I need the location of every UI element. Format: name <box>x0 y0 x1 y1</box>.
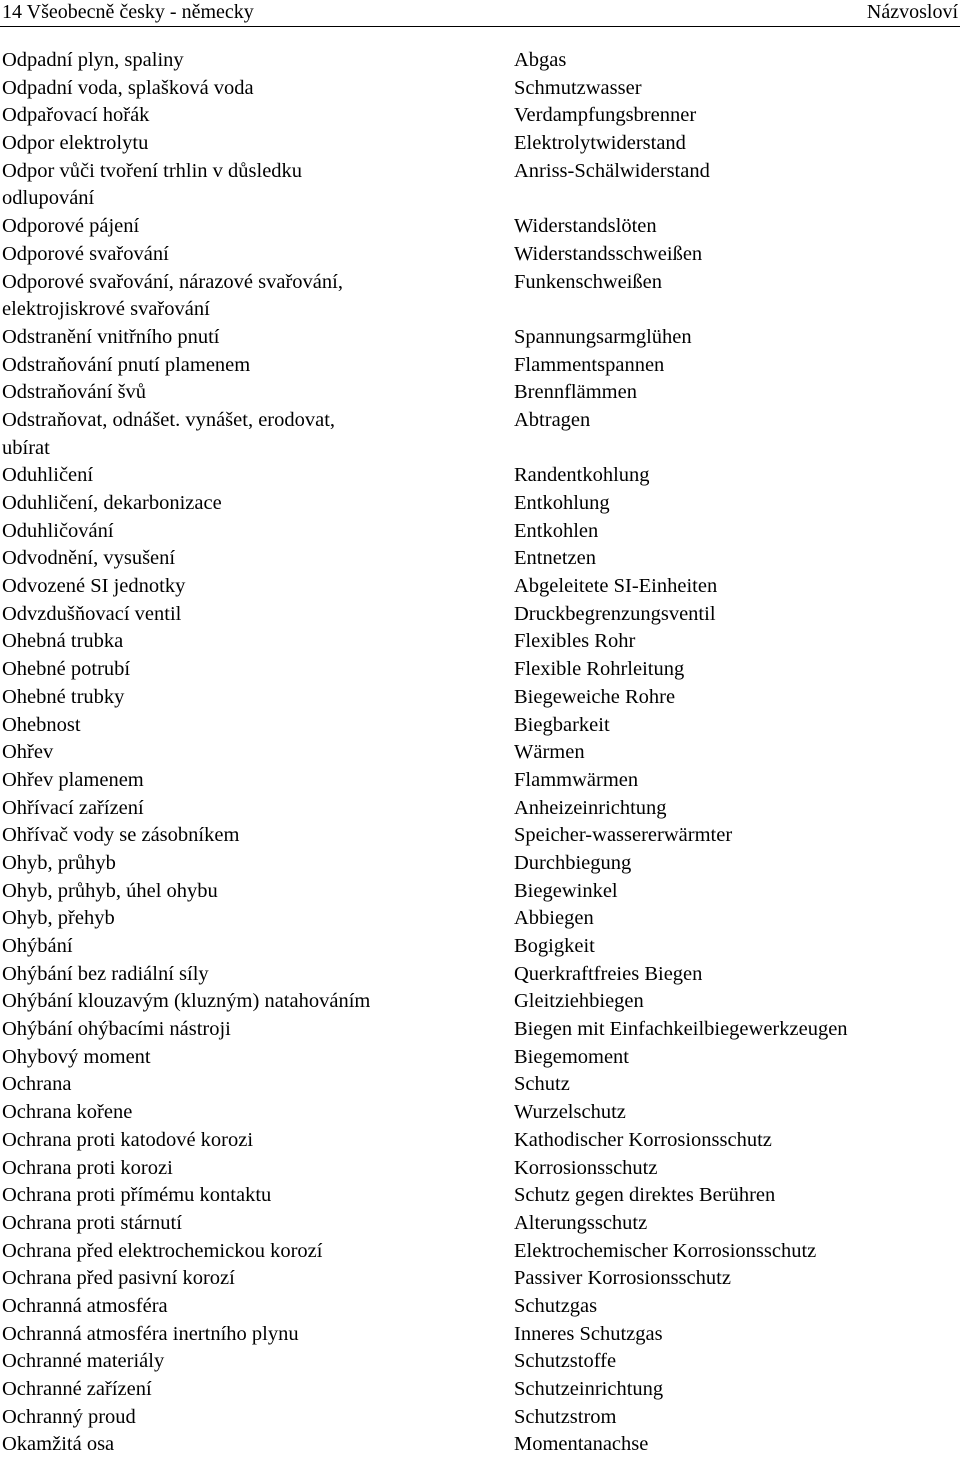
czech-term: Ochrana proti katodové korozi <box>2 1128 254 1151</box>
glossary-row <box>0 102 960 130</box>
glossary-row <box>0 407 960 435</box>
czech-term: Odpařovací hořák <box>2 104 150 127</box>
glossary-row <box>0 656 960 684</box>
german-term: Wärmen <box>514 741 585 764</box>
german-term: Spannungsarmglühen <box>514 325 692 348</box>
german-term: Druckbegrenzungsventil <box>514 602 716 625</box>
german-term: Schutz <box>514 1073 570 1096</box>
glossary-list <box>0 47 960 1459</box>
glossary-row <box>0 1210 960 1238</box>
glossary-row <box>0 490 960 518</box>
czech-term: Ochrana před elektrochemickou korozí <box>2 1239 323 1262</box>
german-term: Speicher-wassererwärmter <box>514 824 733 847</box>
german-term: Schutzgas <box>514 1294 598 1317</box>
german-term: Flammwärmen <box>514 768 639 791</box>
glossary-row <box>0 352 960 380</box>
glossary-row <box>0 905 960 933</box>
glossary-row <box>0 462 960 490</box>
czech-term: Ohyb, průhyb <box>2 851 116 874</box>
glossary-row <box>0 684 960 712</box>
glossary-row <box>0 961 960 989</box>
glossary-row <box>0 601 960 629</box>
czech-term: Oduhličování <box>2 519 114 542</box>
glossary-row <box>0 518 960 546</box>
czech-term: Ochrana <box>2 1073 72 1096</box>
glossary-row <box>0 767 960 795</box>
czech-term: elektrojiskrové svařování <box>2 298 210 321</box>
german-term: Elektrochemischer Korrosionsschutz <box>514 1239 817 1262</box>
glossary-row <box>0 1404 960 1432</box>
german-term: Schutz gegen direktes Berühren <box>514 1184 776 1207</box>
page-header-left: 14 Všeobecně česky - německy <box>2 1 254 23</box>
czech-term: Odstraňovat, odnášet. vynášet, erodovat, <box>2 408 336 431</box>
czech-term: Ochrana proti korozi <box>2 1156 173 1179</box>
czech-term: Ochrana před pasivní korozí <box>2 1267 235 1290</box>
czech-term: Ohýbání klouzavým (kluzným) natahováním <box>2 990 371 1013</box>
german-term: Entkohlung <box>514 492 610 514</box>
glossary-row <box>0 1016 960 1044</box>
german-term: Entnetzen <box>514 547 596 570</box>
german-term: Flammentspannen <box>514 353 665 376</box>
czech-term: Ohybový moment <box>2 1045 151 1068</box>
german-term: Schmutzwasser <box>514 76 642 99</box>
german-term: Schutzeinrichtung <box>514 1378 664 1400</box>
glossary-row <box>0 185 960 213</box>
glossary-row <box>0 822 960 850</box>
glossary-row <box>0 1348 960 1376</box>
czech-term: Odporové svařování <box>2 242 169 265</box>
german-term: Abgas <box>514 49 567 71</box>
german-term: Schutzstrom <box>514 1405 617 1428</box>
czech-term: Odvozené SI jednotky <box>2 575 186 598</box>
glossary-row <box>0 75 960 103</box>
glossary-row <box>0 1265 960 1293</box>
glossary-row <box>0 1044 960 1072</box>
glossary-row <box>0 1071 960 1099</box>
german-term: Entkohlen <box>514 519 599 542</box>
glossary-row <box>0 1238 960 1266</box>
czech-term: Odpadní voda, splašková voda <box>2 76 254 99</box>
glossary-row <box>0 545 960 573</box>
german-term: Inneres Schutzgas <box>514 1322 663 1345</box>
german-term: Biegemoment <box>514 1045 630 1068</box>
czech-term: Odpor vůči tvoření trhlin v důsledku <box>2 159 303 182</box>
czech-term: Ochranné materiály <box>2 1350 165 1373</box>
czech-term: Odstranění vnitřního pnutí <box>2 325 220 348</box>
glossary-row <box>0 130 960 158</box>
czech-term: Ochranný proud <box>2 1405 136 1428</box>
german-term: Biegewinkel <box>514 879 618 902</box>
czech-term: Odstraňování švů <box>2 381 147 404</box>
glossary-row <box>0 324 960 352</box>
czech-term: Ohyb, průhyb, úhel ohybu <box>2 879 218 902</box>
german-term: Abtragen <box>514 408 591 431</box>
german-term: Abgeleitete SI-Einheiten <box>514 575 718 598</box>
czech-term: Ochranné zařízení <box>2 1378 152 1400</box>
german-term: Anriss-Schälwiderstand <box>514 159 710 182</box>
glossary-row <box>0 712 960 740</box>
german-term: Elektrolytwiderstand <box>514 132 686 155</box>
glossary-row <box>0 158 960 186</box>
glossary-row <box>0 1376 960 1404</box>
czech-term: Ohebné potrubí <box>2 658 131 681</box>
czech-term: Oduhličení, dekarbonizace <box>2 492 222 514</box>
glossary-row <box>0 1321 960 1349</box>
glossary-row <box>0 1431 960 1459</box>
german-term: Biegeweiche Rohre <box>514 685 676 708</box>
german-term: Widerstandsschweißen <box>514 242 703 265</box>
czech-term: Ohebné trubky <box>2 685 125 708</box>
german-term: Schutzstoffe <box>514 1350 617 1373</box>
german-term: Funkenschweißen <box>514 270 663 293</box>
german-term: Querkraftfreies Biegen <box>514 962 703 985</box>
german-term: Durchbiegung <box>514 851 632 874</box>
czech-term: Odporové pájení <box>2 215 140 238</box>
czech-term: Ochranná atmosféra inertního plynu <box>2 1322 299 1345</box>
czech-term: Ochranná atmosféra <box>2 1294 168 1317</box>
glossary-row <box>0 850 960 878</box>
german-term: Abbiegen <box>514 907 594 930</box>
glossary-row <box>0 933 960 961</box>
glossary-row <box>0 269 960 297</box>
glossary-row <box>0 1293 960 1321</box>
glossary-row <box>0 296 960 324</box>
czech-term: Ohýbání <box>2 935 73 957</box>
german-term: Brennflämmen <box>514 381 637 404</box>
glossary-row <box>0 241 960 269</box>
german-term: Biegbarkeit <box>514 713 610 736</box>
czech-term: Odvzdušňovací ventil <box>2 602 182 625</box>
german-term: Passiver Korrosionsschutz <box>514 1267 731 1290</box>
page-header-right: Názvosloví <box>866 1 958 23</box>
glossary-row <box>0 573 960 601</box>
czech-term: Ohýbání bez radiální síly <box>2 962 209 985</box>
czech-term: odlupování <box>2 187 95 210</box>
german-term: Randentkohlung <box>514 464 650 487</box>
czech-term: Ohřev plamenem <box>2 768 144 791</box>
czech-term: Odstraňování pnutí plamenem <box>2 353 251 376</box>
czech-term: Ochrana proti stárnutí <box>2 1211 182 1234</box>
german-term: Flexibles Rohr <box>514 630 636 653</box>
glossary-row <box>0 739 960 767</box>
czech-term: Ohřívač vody se zásobníkem <box>2 824 240 847</box>
czech-term: Ohebnost <box>2 713 81 736</box>
german-term: Anheizeinrichtung <box>514 796 667 819</box>
czech-term: Ohebná trubka <box>2 630 124 653</box>
czech-term: Ohřívací zařízení <box>2 796 144 819</box>
glossary-row <box>0 47 960 75</box>
german-term: Bogigkeit <box>514 935 595 957</box>
german-term: Gleitziehbiegen <box>514 990 644 1013</box>
glossary-row <box>0 213 960 241</box>
glossary-row <box>0 435 960 463</box>
glossary-row <box>0 878 960 906</box>
czech-term: Oduhličení <box>2 464 94 487</box>
czech-term: Ohyb, přehyb <box>2 907 115 930</box>
glossary-row <box>0 379 960 407</box>
glossary-row <box>0 1099 960 1127</box>
glossary-row <box>0 795 960 823</box>
czech-term: ubírat <box>2 436 50 459</box>
page-header <box>0 0 960 27</box>
czech-term: Odvodnění, vysušení <box>2 547 176 570</box>
czech-term: Ohřev <box>2 741 54 764</box>
czech-term: Odporové svařování, nárazové svařování, <box>2 270 343 293</box>
glossary-row <box>0 1182 960 1210</box>
german-term: Flexible Rohrleitung <box>514 658 685 681</box>
czech-term: Ohýbání ohýbacími nástroji <box>2 1018 231 1041</box>
glossary-row <box>0 1127 960 1155</box>
czech-term: Ochrana kořene <box>2 1101 133 1124</box>
glossary-row <box>0 628 960 656</box>
czech-term: Odpor elektrolytu <box>2 132 149 155</box>
czech-term: Odpadní plyn, spaliny <box>2 49 184 71</box>
german-term: Alterungsschutz <box>514 1211 648 1234</box>
german-term: Widerstandslöten <box>514 215 657 238</box>
german-term: Wurzelschutz <box>514 1101 626 1124</box>
czech-term: Ochrana proti přímému kontaktu <box>2 1184 272 1207</box>
german-term: Korrosionsschutz <box>514 1156 658 1179</box>
german-term: Momentanachse <box>514 1433 649 1456</box>
german-term: Verdampfungsbrenner <box>514 104 697 127</box>
glossary-row <box>0 1155 960 1183</box>
german-term: Biegen mit Einfachkeilbiegewerkzeugen <box>514 1018 848 1041</box>
german-term: Kathodischer Korrosionsschutz <box>514 1128 772 1151</box>
czech-term: Okamžitá osa <box>2 1433 115 1456</box>
glossary-row <box>0 988 960 1016</box>
